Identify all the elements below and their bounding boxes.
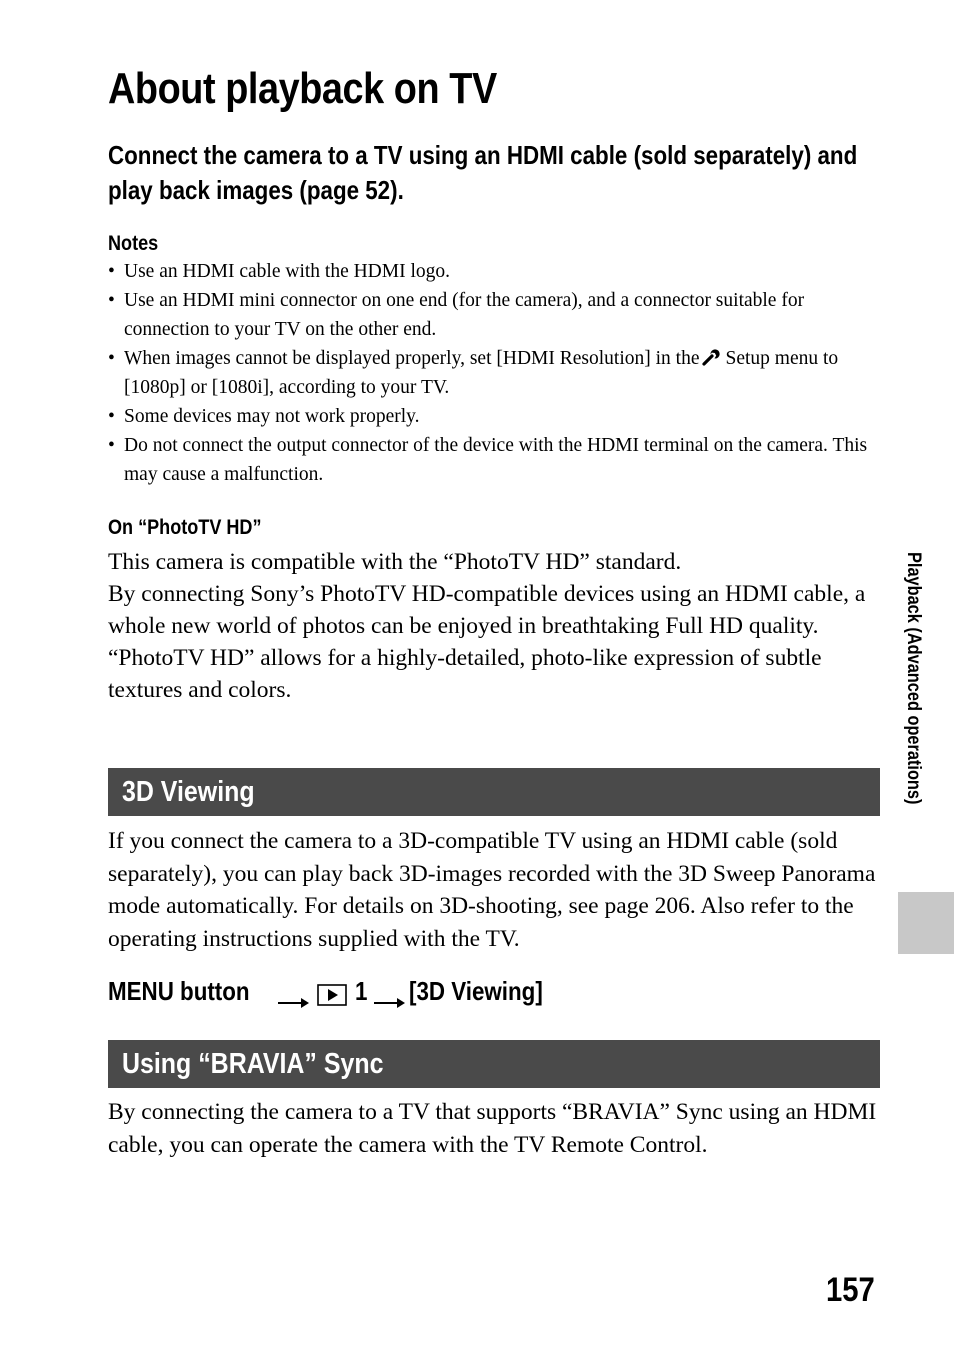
menu-item-3d-viewing: [3D Viewing]: [409, 976, 543, 1006]
list-item: [108, 257, 880, 286]
phototv-body: [108, 546, 880, 706]
arrow-right-icon: [371, 984, 407, 998]
list-item: [108, 286, 880, 344]
section-title: Using “BRAVIA” Sync: [122, 1048, 384, 1080]
section-title: 3D Viewing: [122, 776, 255, 808]
section-header-bravia-sync: [108, 1040, 880, 1088]
wrench-icon: [701, 346, 721, 364]
list-item: [108, 431, 880, 489]
page-number: 157: [826, 1271, 875, 1309]
paragraph: “PhotoTV HD” allows for a highly-detailed, photo-like expression of subtle textures and colors.: [108, 645, 822, 703]
note-text: Use an HDMI mini connector on one end (for the camera), and a connector suitable for connection to your TV on the other end.: [124, 290, 805, 340]
note-text: Some devices may not work properly.: [124, 406, 420, 427]
3d-viewing-body: If you connect the camera to a 3D-compatible TV using an HDMI cable (sold separately), you can play back 3D-images recorded with the 3D Sweep Panorama mode automatically. For details on 3D-shooting, see page 206. Also refer to the operating instructions supplied with the TV.: [108, 828, 876, 952]
side-tab-marker: [898, 892, 954, 954]
note-text: When images cannot be displayed properly, set [HDMI Resolution] in the: [124, 348, 700, 369]
arrow-right-icon: [275, 984, 311, 998]
side-tab-label: Playback (Advanced operations): [903, 552, 924, 805]
list-item: [108, 402, 880, 431]
phototv-heading: On “PhotoTV HD”: [108, 516, 262, 539]
menu-number: 1: [354, 976, 368, 1006]
notes-heading: Notes: [108, 232, 159, 255]
list-item: [108, 344, 880, 402]
note-text: Do not connect the output connector of the device with the HDMI terminal on the camera. This may cause a malfunction.: [124, 435, 868, 485]
paragraph: This camera is compatible with the “PhotoTV HD” standard.: [108, 549, 682, 575]
menu-path: [108, 974, 565, 1008]
bravia-sync-body: By connecting the camera to a TV that supports “BRAVIA” Sync using an HDMI cable, you can operate the camera with the TV Remote Control.: [108, 1099, 877, 1158]
section-header-3d-viewing: [108, 768, 880, 816]
playback-icon: [317, 980, 347, 1002]
notes-list: [108, 257, 880, 489]
note-text: Setup menu to [1080p] or [1080i], according to your TV.: [124, 348, 839, 398]
page-title: About playback on TV: [108, 64, 497, 113]
paragraph: By connecting Sony’s PhotoTV HD-compatible devices using an HDMI cable, a whole new world of photos can be enjoyed in breathtaking Full HD quality.: [108, 581, 866, 639]
page-subtitle: Connect the camera to a TV using an HDMI cable (sold separately) and play back images (page 52).: [108, 140, 858, 205]
menu-button-label: MENU button: [108, 976, 250, 1006]
note-text: Use an HDMI cable with the HDMI logo.: [124, 261, 451, 282]
